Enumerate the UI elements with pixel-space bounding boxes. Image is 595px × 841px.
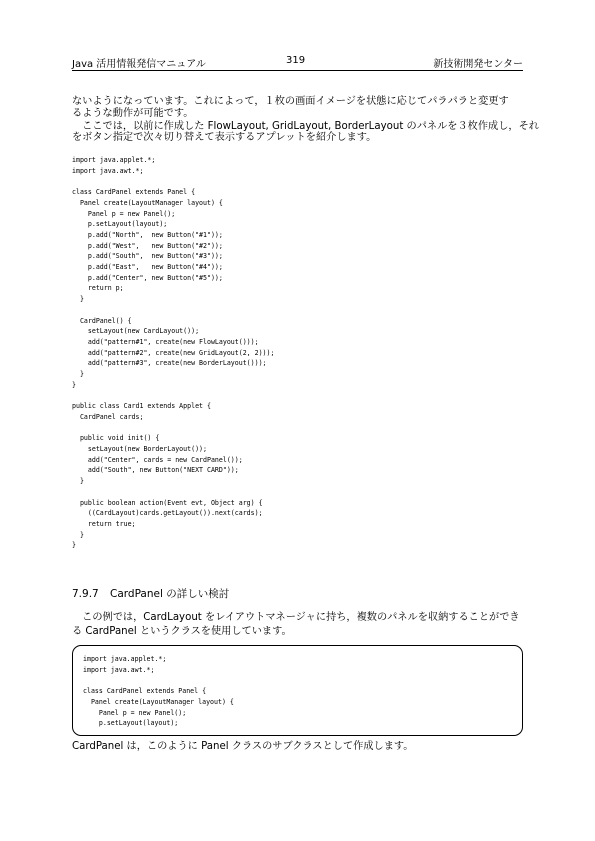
section-text-line-1: この例では，CardLayout をレイアウトマネージャに持ち，複数のパネルを収納することができ bbox=[72, 612, 520, 623]
intro-line-1: ないようになっています。これによって，１枚の画面イメージを状態に応じてパラパラと変更す bbox=[72, 96, 509, 107]
code-excerpt: import java.applet.*; import java.awt.*; class CardPanel extends Panel { Panel create(LayoutManager layout) { Panel p = new Panel(); p.setLayout(layout); bbox=[83, 655, 234, 728]
section-heading bbox=[72, 586, 229, 601]
code-excerpt-box bbox=[72, 645, 523, 736]
running-header bbox=[72, 55, 523, 69]
intro-line-3: ここでは，以前に作成した FlowLayout, GridLayout, BorderLayout のパネルを３枚作成し，それ bbox=[72, 121, 539, 132]
header-manual-title: Java 活用情報発信マニュアル bbox=[72, 59, 206, 70]
code-listing-card1: import java.applet.*; import java.awt.*; class CardPanel extends Panel { Panel create(LayoutManager layout) { Panel p = new Panel(); p.setLayout(layout); p.add("North", new Button("#1")); p.add("West", new Button("#2")); p.add("South", new Button("#3")); p.add("East", new Button("#4")); p.add("Center", new Button("#5")); return p; } CardPanel() { setLayout(new CardLayout()); add("pattern#1", create(new FlowLayout())); add("pattern#2", create(new GridLayout(2, 2))); add("pattern#3", create(new BorderLayout())); } } public class Card1 extends Applet { CardPanel cards; public void init() { setLayout(new BorderLayout()); add("Center", cards = new CardPanel()); add("South", new Button("NEXT CARD")); } public boolean action(Event evt, Object arg) { ((CardLayout)cards.getLayout()).next(cards); return true; } } bbox=[72, 156, 275, 550]
header-organization: 新技術開発センター bbox=[433, 59, 523, 70]
page-number: 319 bbox=[286, 55, 306, 66]
section-text-line-2: る CardPanel というクラスを使用しています。 bbox=[72, 626, 292, 637]
intro-line-4: をボタン指定で次々切り替えて表示するアプレットを紹介します。 bbox=[72, 132, 377, 143]
intro-line-2: るような動作が可能です。 bbox=[72, 108, 194, 119]
section-number: 7.9.7 bbox=[72, 588, 99, 600]
section-title: CardPanel の詳しい検討 bbox=[110, 588, 230, 600]
header-rule bbox=[72, 70, 523, 71]
closing-text: CardPanel は，このように Panel クラスのサブクラスとして作成します。 bbox=[72, 741, 414, 752]
